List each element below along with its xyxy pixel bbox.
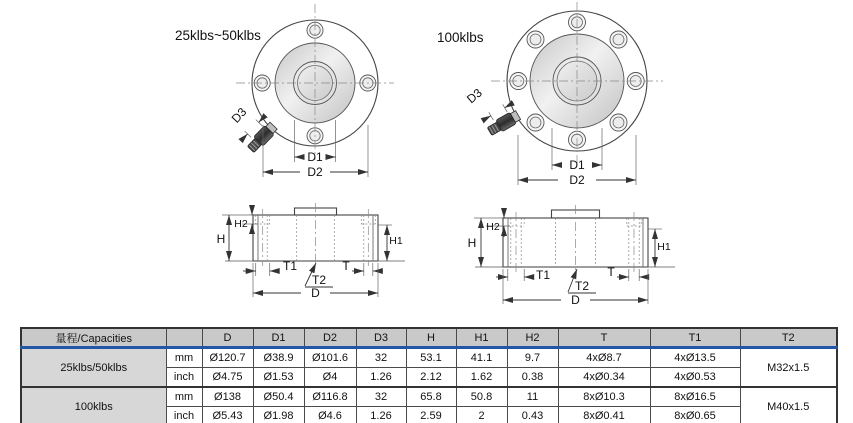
dimension-t2 — [568, 269, 596, 293]
side-view-100klbs — [468, 205, 675, 307]
top-view-100klbs — [464, 2, 663, 187]
col-header-capacities: 量程/Capacities — [21, 328, 166, 348]
value-cell: Ø101.6 — [304, 348, 356, 368]
unit-cell: mm — [166, 387, 202, 407]
capacity-cell: 100klbs — [21, 387, 166, 423]
dim-label-t: T — [342, 259, 350, 273]
dim-label-d: D — [571, 293, 580, 307]
value-cell: 53.1 — [406, 348, 456, 368]
value-cell: 8xØ10.3 — [558, 387, 650, 407]
value-cell: Ø120.7 — [202, 348, 253, 368]
value-cell: 0.38 — [507, 368, 558, 388]
dim-label-t1: T1 — [535, 268, 551, 282]
value-cell: 65.8 — [406, 387, 456, 407]
value-cell: Ø1.53 — [253, 368, 304, 388]
dim-label-d2: D2 — [569, 173, 585, 187]
unit-cell: inch — [166, 368, 202, 388]
dimension-h2 — [234, 205, 258, 234]
spec-table — [20, 327, 838, 423]
col-header-h1: H1 — [456, 328, 507, 348]
col-header-h: H — [406, 328, 456, 348]
hidden-hole-lines — [256, 203, 376, 266]
value-cell: Ø5.43 — [202, 407, 253, 423]
value-cell: 4xØ0.53 — [650, 368, 740, 388]
value-cell: 4xØ13.5 — [650, 348, 740, 368]
value-cell: 8xØ0.65 — [650, 407, 740, 423]
col-header-d3: D3 — [356, 328, 406, 348]
value-cell: 4xØ0.34 — [558, 368, 650, 388]
table-row — [21, 348, 837, 368]
value-cell: 41.1 — [456, 348, 507, 368]
value-cell: 1.26 — [356, 368, 406, 388]
dim-label-d3: D3 — [464, 85, 485, 107]
dim-label-d1: D1 — [569, 158, 585, 172]
dim-label-h1: H1 — [389, 235, 403, 247]
col-header-unit — [166, 328, 202, 348]
dimension-t2 — [305, 263, 333, 287]
dim-label-h: H — [216, 232, 226, 246]
hidden-hole-lines — [508, 205, 641, 272]
value-cell: Ø4 — [304, 368, 356, 388]
side-view-25-50klbs — [217, 203, 405, 300]
value-cell: 1.62 — [456, 368, 507, 388]
table-header-row — [21, 328, 837, 348]
view-title-25-50klbs: 25klbs~50klbs — [175, 28, 261, 43]
value-cell: Ø50.4 — [253, 387, 304, 407]
value-cell: Ø38.9 — [253, 348, 304, 368]
value-cell: 1.26 — [356, 407, 406, 423]
value-cell: 11 — [507, 387, 558, 407]
dim-label-d: D — [311, 286, 320, 300]
dim-label-h: H — [467, 236, 477, 250]
value-cell: 50.8 — [456, 387, 507, 407]
dim-label-d2: D2 — [307, 165, 323, 179]
col-header-d: D — [202, 328, 253, 348]
table-row — [21, 387, 837, 407]
value-cell: 2 — [456, 407, 507, 423]
value-cell: 9.7 — [507, 348, 558, 368]
value-cell: 32 — [356, 387, 406, 407]
dimension-h1 — [378, 225, 403, 261]
unit-cell: inch — [166, 407, 202, 423]
dimension-t1 — [496, 268, 550, 282]
dimension-h2 — [486, 208, 510, 237]
col-header-h2: H2 — [507, 328, 558, 348]
dim-label-h2: H2 — [486, 221, 500, 233]
dim-label-t1: T1 — [282, 259, 298, 273]
value-cell: 32 — [356, 348, 406, 368]
col-header-t1: T1 — [650, 328, 740, 348]
dim-label-h2: H2 — [234, 218, 248, 230]
dim-label-t2: T2 — [574, 279, 590, 293]
value-cell: 0.43 — [507, 407, 558, 423]
value-cell: 4xØ8.7 — [558, 348, 650, 368]
dim-label-d3: D3 — [228, 104, 250, 126]
dim-label-d1: D1 — [307, 150, 323, 164]
value-cell: Ø1.98 — [253, 407, 304, 423]
dim-label-t: T — [607, 265, 615, 279]
dim-label-t2: T2 — [311, 273, 327, 287]
unit-cell: mm — [166, 348, 202, 368]
col-header-d2: D2 — [304, 328, 356, 348]
col-header-d1: D1 — [253, 328, 304, 348]
value-cell: Ø116.8 — [304, 387, 356, 407]
value-cell: Ø4.6 — [304, 407, 356, 423]
value-cell: Ø138 — [202, 387, 253, 407]
cable-connector-icon — [481, 100, 522, 137]
value-cell: 8xØ16.5 — [650, 387, 740, 407]
dimension-h1 — [648, 229, 671, 267]
thread-cell: M40x1.5 — [740, 387, 837, 423]
thread-cell: M32x1.5 — [740, 348, 837, 388]
col-header-t: T — [558, 328, 650, 348]
capacity-cell: 25klbs/50klbs — [21, 348, 166, 388]
value-cell: 2.59 — [406, 407, 456, 423]
value-cell: 2.12 — [406, 368, 456, 388]
dim-label-h1: H1 — [657, 241, 671, 253]
col-header-t2: T2 — [740, 328, 837, 348]
value-cell: Ø4.75 — [202, 368, 253, 388]
value-cell: 8xØ0.41 — [558, 407, 650, 423]
view-title-100klbs: 100klbs — [437, 30, 484, 45]
